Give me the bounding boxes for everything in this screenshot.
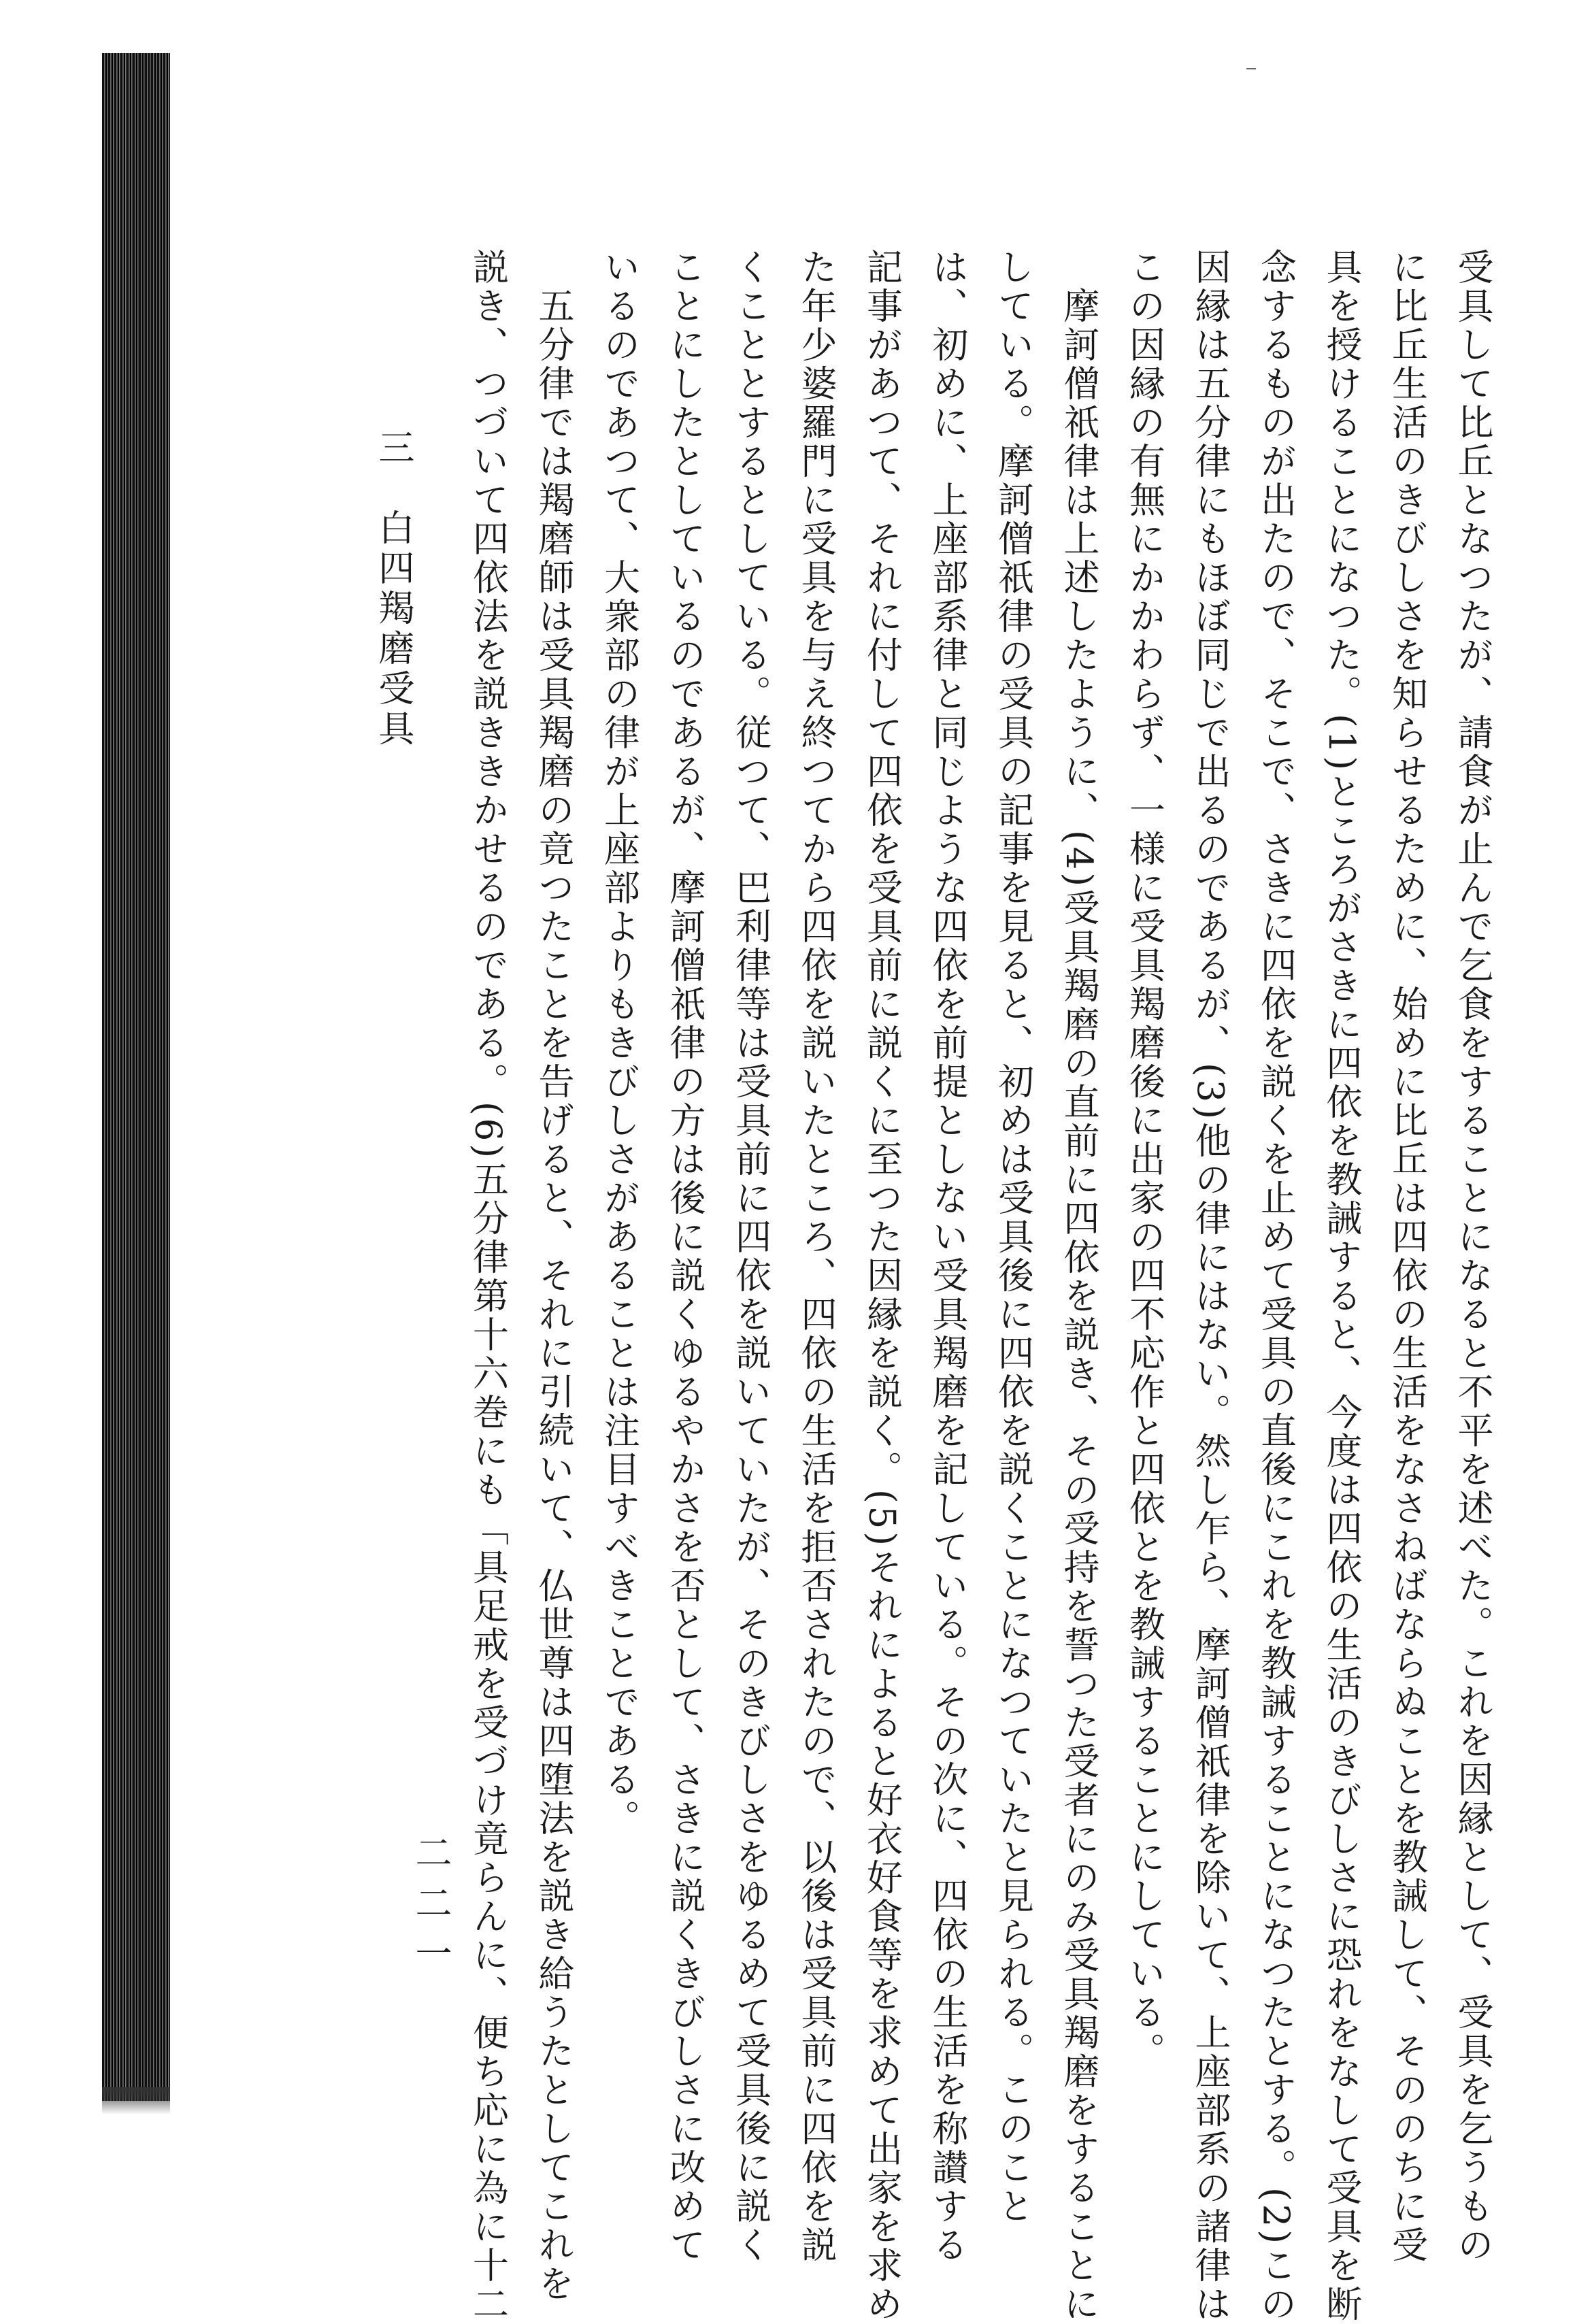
- text-line: 因縁は五分律にもほぼ同じで出るのであるが、(3)他の律にはない。然し乍ら、摩訶僧祇律を除いて、上座部系の諸律は: [1189, 248, 1231, 2324]
- text-line: している。摩訶僧祇律の受具の記事を見ると、初めは受具後に四依を説くことになつていたと見られる。このこと: [992, 248, 1034, 2226]
- text-line: は、初めに、上座部系律と同じような四依を前提としない受具羯磨を記している。その次に、四依の生活を称讃する: [927, 248, 968, 2265]
- text-line: た年少婆羅門に受具を与え終つてから四依を説いたところ、四依の生活を拒否されたので、以後は受具前に四依を説: [795, 248, 837, 2265]
- text-line: 念するものが出たので、そこで、さきに四依を説くを止めて受具の直後にこれを教誡することになつたとする。(2)この: [1255, 248, 1297, 2324]
- text-line: 受具して比丘となつたが、請食が止んで乞食をすることになると不平を述べた。これを因縁として、受具を乞うもの: [1452, 248, 1493, 2265]
- section-heading: 三 白四羯磨受具: [373, 429, 414, 750]
- text-line: ことにしたとしているのであるが、摩訶僧祇律の方は後に説くゆるやかさを否として、さきに説くきびしさに改めて: [664, 248, 706, 2265]
- book-binding-edge: [102, 53, 170, 2101]
- text-line: いるのであつて、大衆部の律が上座部よりもきびしさがあることは注目すべきことである。: [598, 248, 640, 1838]
- text-line: 具を授けることになつた。(1)ところがさきに四依を教誡すると、今度は四依の生活のきびしさに恐れをなして受具を断: [1321, 248, 1362, 2324]
- body-text: [454, 248, 1505, 2324]
- text-line: 記事があつて、それに付して四依を受具前に説くに至つた因縁を説く。(5)それによると好衣好食等を求めて出家を求め: [861, 248, 903, 2324]
- text-line: 説き、つづいて四依法を説ききかせるのである。(6)五分律第十六巻にも「具足戒を受づけ竟らんに、便ち応に為に十二: [467, 248, 509, 2324]
- text-line: 五分律では羯磨師は受具羯磨の竟つたことを告げると、それに引続いて、仏世尊は四堕法を説き給うたとしてこれを: [533, 248, 574, 2304]
- text-line: 摩訶僧祇律は上述したように、(4)受具羯磨の直前に四依を説き、その受持を誓つた受者にのみ受具羯磨をすることに: [1058, 248, 1099, 2324]
- text-line: くこととするとしている。従つて、巴利律等は受具前に四依を説いていたが、そのきびしさをゆるめて受具後に説く: [729, 248, 772, 2265]
- page-number: 二二一: [410, 1833, 452, 1985]
- text-line: この因縁の有無にかかわらず、一様に受具羯磨後に出家の四不応作と四依とを教誡することにしている。: [1123, 248, 1165, 2071]
- scan-mark: [1246, 68, 1256, 69]
- text-line: に比丘生活のきびしさを知らせるために、始めに比丘は四依の生活をなさねばならぬことを教誡して、そののちに受: [1386, 248, 1428, 2265]
